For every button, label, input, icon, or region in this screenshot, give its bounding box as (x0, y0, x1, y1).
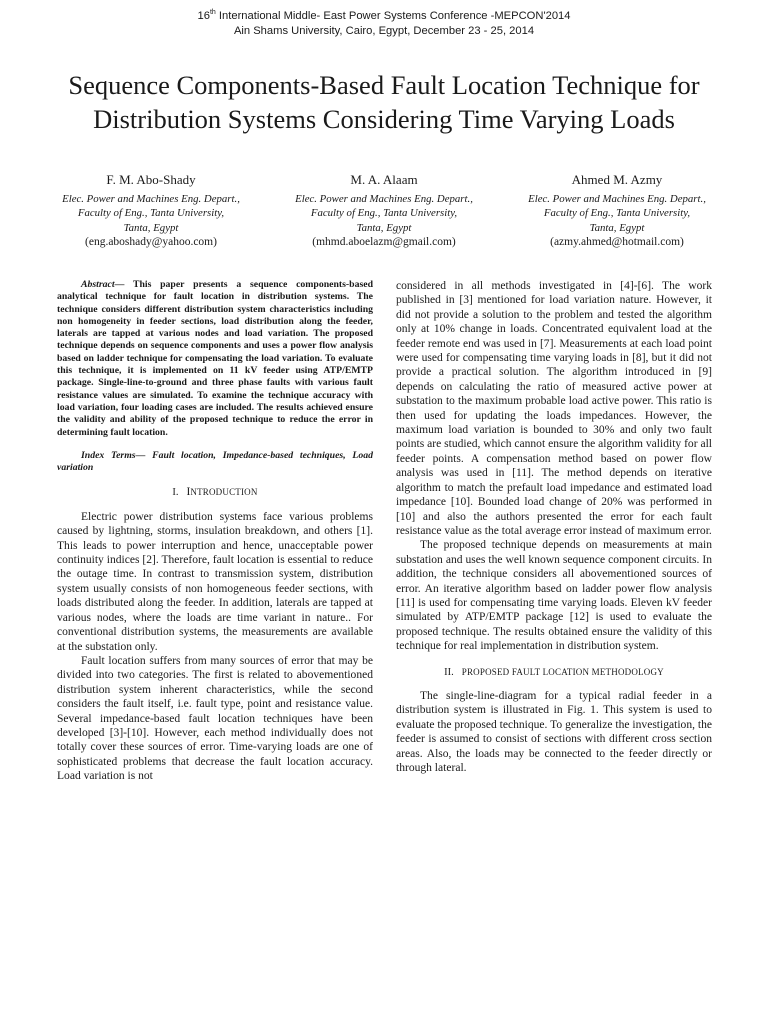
abstract: Abstract— This paper presents a sequence components-based analytical technique for fault location in distribution systems. The technique considers different distribution system characteristics including non homogeneity in feeder sections, load distribution along the feeder, laterals are tapped at various nodes and load variation. The proposed technique depends on sequence components and uses a power flow analysis based on ladder technique for compensating the load variation. To evaluate this technique, it is implemented on 11 kV feeder using ATP/EMTP package. Single-line-to-ground and three phase faults with various fault resistance values are simulated. To examine the technique accuracy with load variation, four loading cases are included. The results achieved ensure the validity and ability of the proposed technique to reduce the error in determining fault location. (57, 279, 373, 438)
right-column (396, 279, 712, 775)
author-affiliation: Elec. Power and Machines Eng. Depart., (62, 193, 240, 205)
author-affiliation: Elec. Power and Machines Eng. Depart., (528, 193, 706, 205)
author-affiliation: Tanta, Egypt (123, 221, 179, 234)
conference-venue: Ain Shams University, Cairo, Egypt, December 23 - 25, 2014 (233, 25, 535, 37)
body-paragraph: Electric power distribution systems face various problems caused by lightning, storms, insulation breakdown, and others [1]. This leads to power interruption and hence, unacceptable power continuity indices [2]. Therefore, fault location is essential to reduce the outage time. In contrast to transmission system, distribution system usually consists of non homogeneous feeder sections, with loads distributed along the feeder. In addition, laterals are tapped at various nodes, where the loads are time variant in nature.. For conventional distribution systems, the measurements are available at the substation only. (57, 510, 373, 653)
body-paragraph: The proposed technique depends on measurements at main substation and uses the well known sequence component circuits. In addition, the technique considers all abovementioned sources of error. An iterative algorithm based on ladder power flow analysis [11] is used for compensating time varying loads. Eleven kV feeder simulated by ATP/EMTP package [12] is used to evaluate the proposed technique. The results obtained ensure the validity of this technique for real implementation in distribution system. (396, 539, 712, 653)
author-affiliation: Faculty of Eng., Tanta University, (77, 207, 225, 220)
author-affiliation: Tanta, Egypt (356, 221, 412, 234)
author-block (497, 171, 737, 250)
author-affiliation: Faculty of Eng., Tanta University, (543, 207, 691, 220)
section-heading: II. PROPOSED FAULT LOCATION METHODOLOGY (444, 666, 664, 678)
author-name: M. A. Alaam (350, 172, 418, 187)
left-column (57, 279, 373, 784)
author-block (31, 171, 271, 250)
author-name: Ahmed M. Azmy (571, 172, 663, 187)
author-email: (mhmd.aboelazm@gmail.com) (312, 236, 456, 249)
conference-header (0, 9, 768, 39)
paper-title: Sequence Components-Based Fault Location Technique for Distribution Systems Considering Time Varying Loads (68, 70, 700, 134)
index-terms: Index Terms— Fault location, Impedance-based techniques, Load variation (57, 449, 373, 474)
author-block (264, 171, 504, 250)
author-email: (azmy.ahmed@hotmail.com) (550, 236, 684, 249)
author-email: (eng.aboshady@yahoo.com) (85, 236, 217, 249)
author-affiliation: Elec. Power and Machines Eng. Depart., (295, 193, 473, 205)
body-paragraph: Fault location suffers from many sources of error that may be divided into two categories. The first is related to abovementioned distribution system inherent characteristics, while the second considers the fault itself, i.e. fault type, point and resistance value. Several impedance-based fault location techniques have been developed [3]-[10]. However, each method individually does not totally cover these sources of error. Time-varying loads are one of sophisticated problems that decrease the fault location accuracy. Load variation is not (57, 654, 373, 783)
author-affiliation: Faculty of Eng., Tanta University, (310, 207, 458, 220)
author-affiliation: Tanta, Egypt (589, 221, 645, 234)
body-paragraph: considered in all methods investigated in [4]-[6]. The work published in [3] mentioned for load variation nature. However, it did not provide a solution to the problem and tested the algorithm only at 10% change in loads. Concentrated equivalent load at the feeder remote end was used in [7]. Measurements at each load point were used for compensating time varying loads in [8], but it did not provide a practical solution. The algorithm introduced in [9] depends on calculating the ratio of measured active power at substation to the maximum probable load active power. This ratio is then used for updating the loads impedances. However, the maximum load variation is bounded to 30% and only two fault points are studied, which cannot ensure the algorithm validity for all feeder points. A compensation method based on power flow analysis was used in [11]. The method depends on iterative algorithm to match the prefault load impedance and estimated load impedance [10]. Bounded load change of 20% was performed in [10] and also the authors presented the error for each fault resistance value as the total average error instead of maximum error. (396, 280, 712, 537)
body-paragraph: The single-line-diagram for a typical radial feeder in a distribution system is illustrated in Fig. 1. This system is used to evaluate the proposed technique. To generalize the investigation, the feeder is assumed to consist of sections with different cross section areas. Also, the loads may be connected to the feeder directly or through lateral. (396, 689, 712, 774)
section-heading: I. INTRODUCTION (172, 486, 258, 499)
author-name: F. M. Abo-Shady (106, 172, 196, 187)
conference-name: 16th International Middle- East Power Systems Conference -MEPCON'2014 (197, 9, 571, 22)
